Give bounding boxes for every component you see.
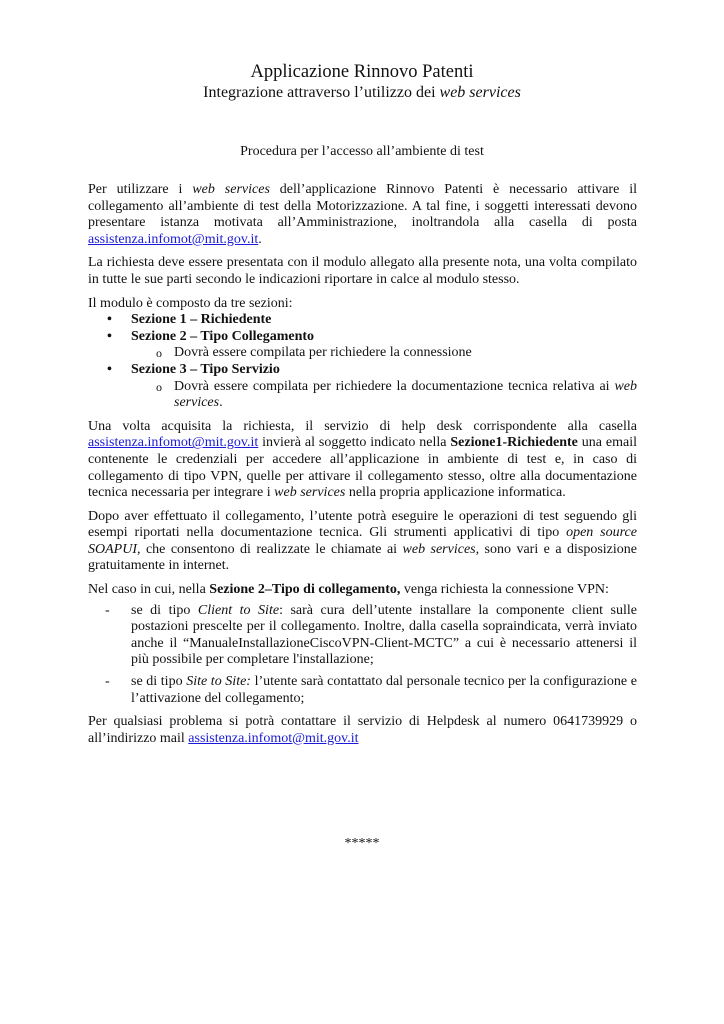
text-run: , sono vari e a disposizione gratuitamente in internet. xyxy=(88,541,637,574)
email-link[interactable]: assistenza.infomot@mit.gov.it xyxy=(88,435,259,451)
document-subtitle xyxy=(0,83,724,103)
text-run: se di tipo xyxy=(131,674,187,690)
paragraph-sections-intro: Il modulo è composto da tre sezioni: xyxy=(88,295,293,311)
text-emphasis: open source SOAPUI xyxy=(88,525,637,557)
paragraph-contact xyxy=(88,714,637,747)
closing-stars: ***** xyxy=(344,836,380,851)
paragraph-vpn xyxy=(88,582,637,599)
list-item-section-2 xyxy=(88,329,637,362)
section-3-note xyxy=(88,379,637,412)
text-run: : sarà cura dell’utente installare la componente client sulle postazioni prescelte per il collegamento. Inoltre, dalla casella sopraindicata, verrà inviato anche il “ManualeInstallazioneCiscoVPN-Client-MCTC” a cui è necessario attenersi il più possibile per completare l'installazione; xyxy=(131,602,637,668)
text-run: . xyxy=(219,395,223,411)
vpn-options-list xyxy=(88,603,637,708)
section-3-sublist xyxy=(131,379,637,412)
list-item-section-3 xyxy=(88,362,637,412)
paragraph-testing xyxy=(88,509,637,575)
paragraph-intro xyxy=(88,182,637,248)
sections-list xyxy=(88,312,637,412)
text-emphasis: web services xyxy=(402,541,476,557)
text-run: se di tipo xyxy=(131,602,198,618)
paragraph-helpdesk xyxy=(88,419,637,502)
text-run: una email contenente le credenziali per accedere all’applicazione in ambiente di test e, in caso di collegamento di tipo VPN, quelle per attivare il collegamento stesso, oltre alla documentazione tecnica necessaria per integrare i xyxy=(88,435,637,501)
section-1-label: Sezione 1 – Richiedente xyxy=(131,312,272,328)
text-run: Dopo aver effettuato il collegamento, l’utente potrà eseguire le operazioni di test seguendo gli esempi riportati nella documentazione tecnica. Gli strumenti applicativi di tipo xyxy=(88,508,637,541)
text-strong: Sezione1-Richiedente xyxy=(450,435,578,451)
text-emphasis: Site to Site: xyxy=(186,674,251,690)
document-body xyxy=(88,182,637,747)
text-run: Nel caso in cui, nella xyxy=(88,582,210,598)
email-link[interactable]: assistenza.infomot@mit.gov.it xyxy=(88,231,259,247)
text-run: nella propria applicazione informatica. xyxy=(345,485,566,501)
text-emphasis: web services xyxy=(192,182,270,197)
section-3-label: Sezione 3 – Tipo Servizio xyxy=(131,361,280,377)
text-emphasis: web services xyxy=(174,378,637,411)
text-run: dell’applicazione Rinnovo Patenti è necessario attivare il collegamento all’ambiente di test della Motorizzazione. A tal fine, i soggetti interessati devono presentare istanza motivata all’Amministrazione, inoltrandola alla casella di posta xyxy=(88,182,637,231)
text-emphasis: web services xyxy=(274,485,346,501)
subtitle-emphasis: web services xyxy=(439,84,521,101)
subtitle-text: Integrazione attraverso l’utilizzo dei xyxy=(203,84,440,101)
procedure-heading: Procedura per l’accesso all’ambiente di test xyxy=(240,144,484,159)
text-run: Per utilizzare i xyxy=(88,182,193,197)
text-run: Dovrà essere compilata per richiedere la documentazione tecnica relativa ai xyxy=(174,378,615,394)
vpn-option-client-to-site xyxy=(88,603,637,669)
text-run: . xyxy=(258,231,262,247)
paragraph-request: La richiesta deve essere presentata con il modulo allegato alla presente nota, una volta compilato in tutte le sue parti secondo le indicazioni riportare in calce al modulo stesso. xyxy=(88,255,637,287)
text-run: Una volta acquisita la richiesta, il servizio di help desk corrispondente alla casella xyxy=(88,418,637,434)
text-run: venga richiesta la connessione VPN: xyxy=(400,582,609,598)
vpn-option-site-to-site xyxy=(88,674,637,707)
section-2-sublist xyxy=(131,345,637,362)
text-strong: Sezione 2–Tipo di collegamento, xyxy=(209,582,401,598)
text-run: invierà al soggetto indicato nella xyxy=(258,435,451,451)
text-run: l’utente sarà contattato dal personale tecnico per la configurazione e l’attivazione del collegamento; xyxy=(131,674,637,706)
text-run: , che consentono di realizzate le chiamate ai xyxy=(137,541,403,557)
document-title: Applicazione Rinnovo Patenti xyxy=(250,62,474,82)
section-2-note: o Dovrà essere compilata per richiedere la connessione xyxy=(88,345,637,362)
email-link[interactable]: assistenza.infomot@mit.gov.it xyxy=(188,730,359,746)
text-emphasis: Client to Site xyxy=(197,602,280,618)
list-item-section-1 xyxy=(88,312,637,329)
text-run: Per qualsiasi problema si potrà contattare il servizio di Helpdesk al numero 0641739929 o all’indirizzo mail xyxy=(88,714,637,746)
section-2-label: Sezione 2 – Tipo Collegamento xyxy=(131,328,315,344)
